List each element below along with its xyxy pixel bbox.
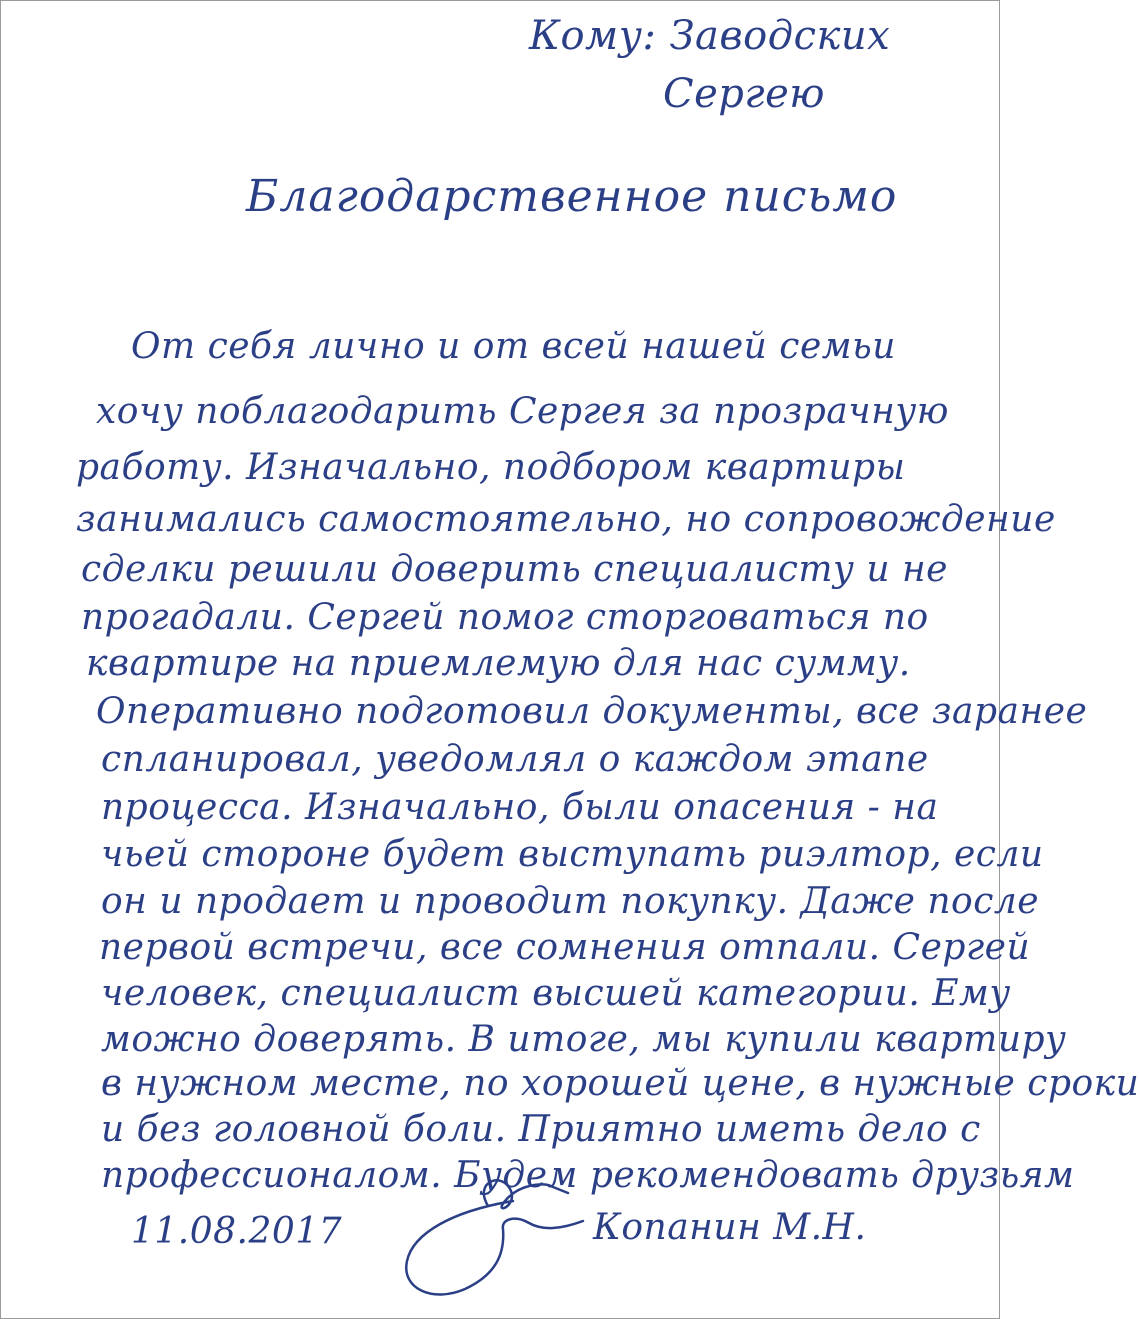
body-line: спланировал, уведомлял о каждом этапе — [101, 739, 929, 780]
addressee-line-2: Сергею — [663, 71, 825, 117]
letter-date: 11.08.2017 — [131, 1211, 343, 1252]
body-line: процесса. Изначально, были опасения - на — [101, 787, 939, 828]
body-line: и без головной боли. Приятно иметь дело с — [101, 1109, 981, 1150]
body-line: хочу поблагодарить Сергея за прозрачную — [96, 391, 949, 432]
body-line: первой встречи, все сомнения отпали. Сергей — [99, 927, 1031, 968]
body-line: занимались самостоятельно, но сопровождение — [76, 499, 1056, 540]
letter-title: Благодарственное письмо — [246, 171, 898, 222]
body-line: чьей стороне будет выступать риэлтор, если — [101, 834, 1044, 875]
signer-name: Копанин М.Н. — [593, 1207, 867, 1248]
body-line: Оперативно подготовил документы, все заранее — [96, 691, 1088, 732]
body-line: профессионалом. Будем рекомендовать друзьям — [101, 1155, 1075, 1196]
body-line: человек, специалист высшей категории. Ему — [101, 973, 1011, 1014]
addressee-line-1: Кому: Заводских — [529, 13, 891, 59]
body-line: От себя лично и от всей нашей семьи — [131, 326, 896, 367]
body-line: квартире на приемлемую для нас сумму. — [86, 643, 911, 684]
body-line: в нужном месте, по хорошей цене, в нужные сроки — [101, 1063, 1139, 1104]
body-line: сделки решили доверить специалисту и не — [81, 549, 948, 590]
body-line: можно доверять. В итоге, мы купили квартиру — [101, 1019, 1067, 1060]
body-line: работу. Изначально, подбором квартиры — [76, 447, 906, 488]
body-line: он и продает и проводит покупку. Даже после — [101, 881, 1040, 922]
signature-scribble — [393, 1171, 623, 1311]
body-line: прогадали. Сергей помог сторговаться по — [81, 597, 929, 638]
